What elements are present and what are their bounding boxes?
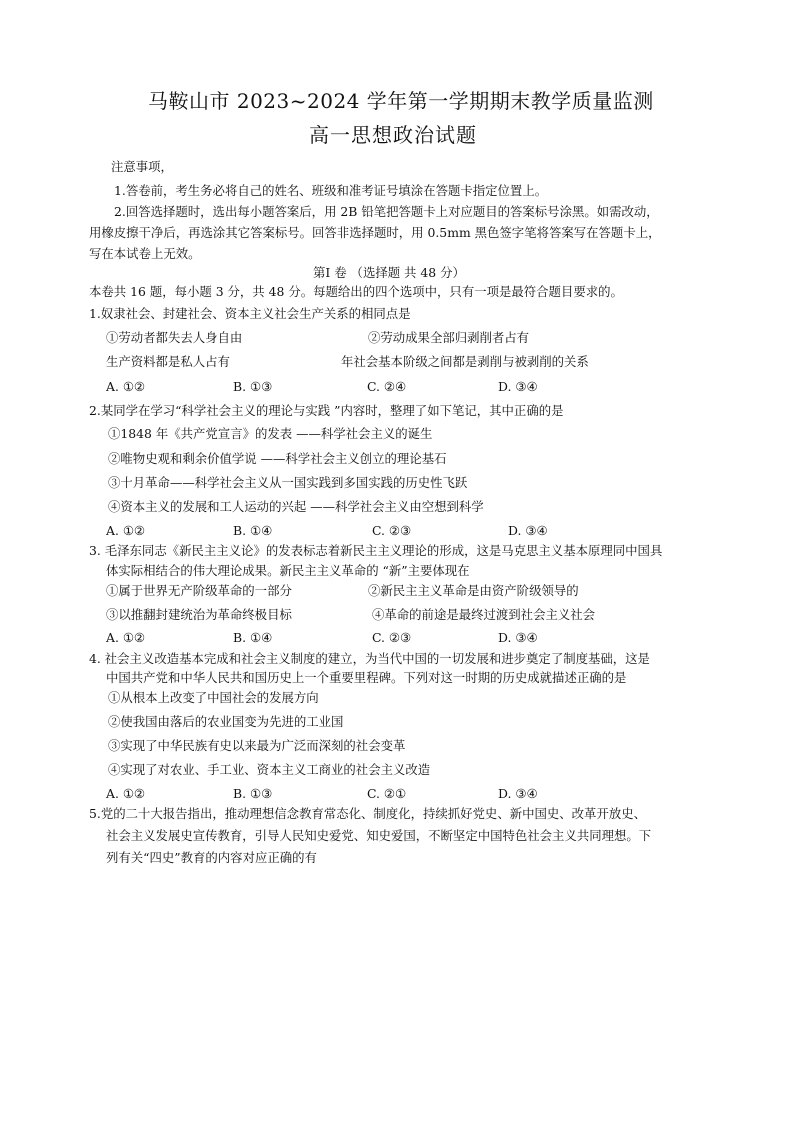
question-2-item-1: ①1848 年《共产党宣言》的发表 ——科学社会主义的诞生	[108, 426, 433, 441]
question-4-choice-a: A. ①②	[106, 786, 146, 801]
question-3-item-3: ③以推翻封建统治为革命终极目标	[106, 607, 292, 622]
question-4-item-2: ②使我国由落后的农业国变为先进的工业国	[108, 714, 344, 729]
question-3-choice-b: B. ①④	[233, 630, 273, 645]
section-title: 第Ⅰ 卷 （选择题 共 48 分）	[313, 265, 465, 280]
notes-item-1: 1.答卷前，考生务必将自己的姓名、班级和准考证号填涂在答题卡指定位置上。	[114, 183, 548, 198]
question-3-stem-line-2: 体实际相结合的伟大理论成果。新民主主义革命的 “新”主要体现在	[106, 563, 470, 578]
question-4-choice-c: C. ②①	[367, 786, 407, 801]
question-1-item-2: ②劳动成果全部归剥削者占有	[368, 330, 530, 345]
question-1-stem: 1.奴隶社会、封建社会、资本主义社会生产关系的相同点是	[89, 306, 411, 321]
question-3-item-2: ②新民主主义革命是由资产阶级领导的	[368, 583, 579, 598]
question-4-item-1: ①从根本上改变了中国社会的发展方向	[108, 690, 319, 705]
question-2-item-4: ④资本主义的发展和工人运动的兴起 ——科学社会主义由空想到科学	[108, 499, 484, 514]
question-1-choice-c: C. ②④	[367, 379, 407, 394]
question-1-choice-b: B. ①③	[233, 379, 273, 394]
question-2-choice-b: B. ①④	[233, 523, 273, 538]
question-3-item-4: ④革命的前途是最终过渡到社会主义社会	[372, 607, 596, 622]
question-5-stem-line-2: 社会主义发展史宣传教育，引导人民知史爱党、知史爱国，不断坚定中国特色社会主义共同理想。下	[106, 828, 652, 843]
question-2-choice-d: D. ③④	[508, 523, 548, 538]
question-1-item-4: 年社会基本阶级之间都是剥削与被剥削的关系	[341, 354, 589, 369]
question-3-item-1: ①属于世界无产阶级革命的一部分	[106, 583, 292, 598]
question-5-stem-line-3: 列有关“四史”教育的内容对应正确的有	[106, 850, 317, 865]
question-2-choice-a: A. ①②	[106, 523, 146, 538]
question-4-item-3: ③实现了中华民族有史以来最为广泛而深刻的社会变革	[108, 738, 406, 753]
question-4-stem-line-2: 中国共产党和中华人民共和国历史上一个重要里程碑。下列对这一时期的历史成就描述正确的是	[106, 670, 627, 685]
question-5-stem-line-1: 5.党的二十大报告指出，推动理想信念教育常态化、制度化，持续抓好党史、新中国史、改革开放史、	[89, 806, 647, 821]
question-2-item-3: ③十月革命——科学社会主义从一国实践到多国实践的历史性飞跃	[108, 475, 468, 490]
question-1-item-3: 生产资料都是私人占有	[106, 354, 230, 369]
notes-item-2-line-2: 用橡皮擦干净后，再选涂其它答案标号。回答非选择题时，用 0.5mm 黑色签字笔将答案写在答题卡上，	[89, 225, 661, 240]
question-1-item-1: ①劳动者都失去人身自由	[106, 330, 243, 345]
notes-item-2-line-3: 写在本试卷上无效。	[89, 246, 201, 261]
exam-subtitle: 高一思想政治试题	[309, 123, 477, 147]
question-4-choice-d: D. ③④	[498, 786, 538, 801]
question-2-stem: 2.某同学在学习“科学社会主义的理论与实践 ”内容时，整理了如下笔记，其中正确的是	[89, 403, 564, 418]
question-1-choice-a: A. ①②	[106, 379, 146, 394]
question-4-item-4: ④实现了对农业、手工业、资本主义工商业的社会主义改造	[108, 762, 431, 777]
question-3-choice-c: C. ②③	[372, 630, 412, 645]
section-instruction: 本卷共 16 题，每小题 3 分，共 48 分。每题给出的四个选项中，只有一项是最符合题目要求的。	[89, 284, 623, 299]
question-1-choice-d: D. ③④	[498, 379, 538, 394]
question-3-stem-line-1: 3. 毛泽东同志《新民主主义论》的发表标志着新民主主义理论的形成，这是马克思主义基本原理同中国具	[89, 543, 663, 558]
question-2-item-2: ②唯物史观和剩余价值学说 ——科学社会主义创立的理论基石	[108, 451, 447, 466]
notes-item-2-line-1: 2.回答选择题时，选出每小题答案后，用 2B 铅笔把答题卡上对应题目的答案标号涂黑。如需改动，	[114, 204, 659, 219]
question-2-choice-c: C. ②③	[372, 523, 412, 538]
notes-heading: 注意事项，	[111, 159, 173, 174]
question-4-choice-b: B. ①③	[233, 786, 273, 801]
question-3-choice-a: A. ①②	[106, 630, 146, 645]
question-4-stem-line-1: 4. 社会主义改造基本完成和社会主义制度的建立，为当代中国的一切发展和进步奠定了制度基础，这是	[89, 651, 650, 666]
question-3-choice-d: D. ③④	[498, 630, 538, 645]
exam-title: 马鞍山市 2023~2024 学年第一学期期末教学质量监测	[148, 89, 654, 113]
